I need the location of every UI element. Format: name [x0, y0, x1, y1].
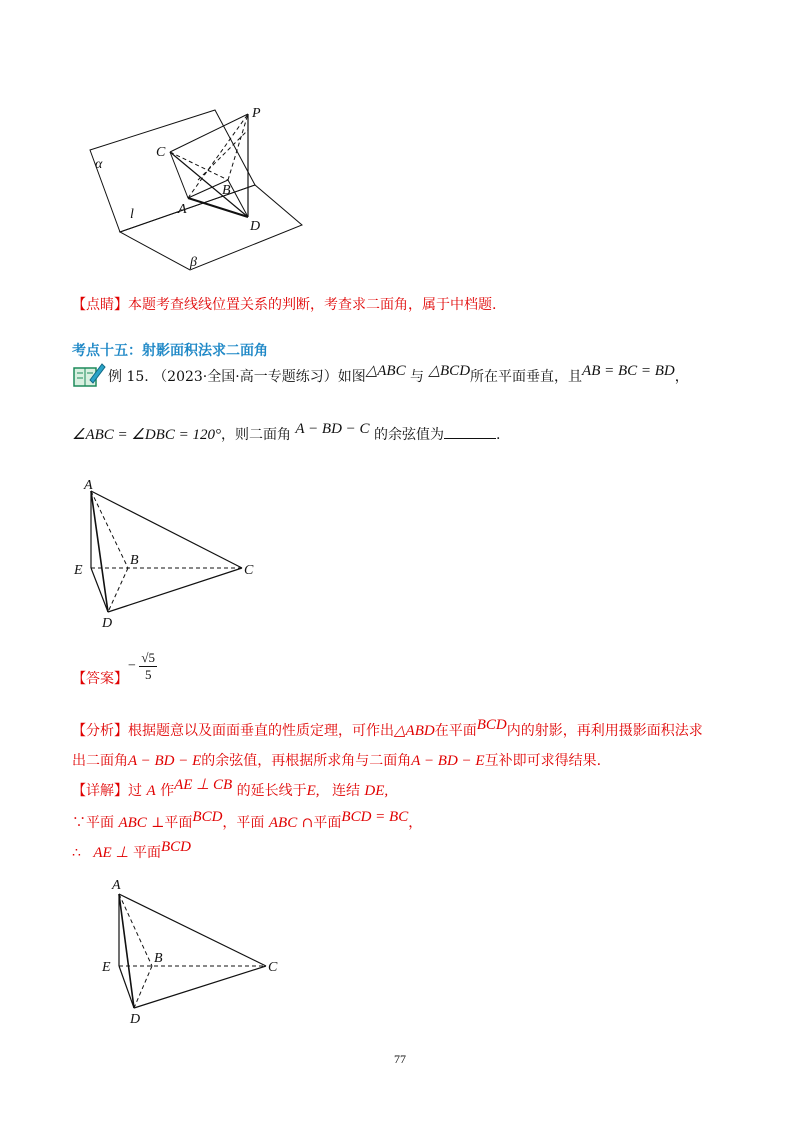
analysis-text-2b: A − BD − E [128, 753, 202, 769]
example-end: . [496, 427, 501, 443]
example-line2 [72, 421, 501, 444]
dianjing-tag: 【点睛】 [72, 297, 128, 313]
detail-text-3d: BCD [160, 839, 191, 855]
label-E: E [74, 563, 83, 578]
figure-planes-tetrahedron [80, 100, 320, 280]
detail-text-2b: ABC [118, 815, 147, 831]
label-D: D [130, 1012, 141, 1027]
analysis-text-1b: △ABD [394, 723, 435, 739]
detail-text-2e: ，平面 [222, 815, 265, 831]
dianjing-line [72, 296, 496, 314]
detail-text-3a: ∴ [72, 845, 81, 861]
detail-text-1c: 作 [160, 783, 175, 799]
analysis-text-1e: 内的射影，再利用摄影面积法求 [506, 723, 703, 739]
label-D: D [250, 219, 261, 234]
label-D: D [102, 616, 113, 631]
example-and: 与 [410, 369, 425, 385]
section-title: 考点十五：射影面积法求二面角 [72, 343, 268, 359]
example-angles: ∠ABC = ∠DBC = 120° [72, 427, 221, 443]
example-comma: ， [674, 369, 689, 385]
plane-beta [120, 185, 302, 270]
example-then: ，则二面角 [220, 427, 291, 443]
label-A: A [178, 202, 187, 217]
detail-text-2c: ⊥平面 [151, 815, 193, 831]
example-source: （2023·全国·高一专题练习）如图 [153, 369, 366, 385]
label-B: B [222, 183, 231, 198]
label-C: C [244, 563, 254, 578]
detail-text-1b: A [146, 783, 156, 799]
detail-text-2d: BCD [192, 809, 223, 825]
example-mid: 所在平面垂直，且 [470, 369, 583, 385]
detail-tag: 【详解】 [72, 783, 128, 799]
example-label: 例 15. [108, 369, 149, 385]
analysis-text-1a: 根据题意以及面面垂直的性质定理，可作出 [128, 723, 394, 739]
answer-value [128, 650, 157, 683]
analysis-tag: 【分析】 [72, 723, 128, 739]
detail-text-1g: 连结 [331, 783, 360, 799]
answer-fraction [139, 650, 157, 683]
example-tri1: △ABC [365, 363, 406, 379]
detail-text-2g: ∩平面 [301, 815, 342, 831]
detail-text-1a: 过 [128, 783, 142, 799]
detail-text-2a: ∵平面 [72, 815, 114, 831]
analysis-text-2c: 的余弦值，再根据所求角与二面角 [201, 753, 412, 769]
notebook-pencil-icon [72, 360, 106, 390]
detail-text-3b: AE ⊥ [93, 845, 129, 861]
label-C: C [268, 960, 278, 975]
answer-denominator: 5 [144, 667, 152, 682]
label-C: C [156, 145, 166, 160]
example-tri2: △BCD [428, 363, 471, 379]
detail-text-1f: E, [306, 783, 320, 799]
detail-text-2i: ， [408, 815, 423, 831]
label-P: P [252, 106, 261, 121]
label-beta: β [190, 255, 197, 270]
detail-line2 [72, 809, 423, 832]
analysis-line2 [72, 752, 601, 770]
answer-numerator: √5 [141, 650, 156, 665]
detail-text-1h: DE, [364, 783, 389, 799]
analysis-line1 [72, 717, 703, 740]
analysis-text-2e: 互补即可求得结果. [484, 753, 602, 769]
figure-pyramid-2 [100, 872, 300, 1032]
label-alpha: α [95, 157, 103, 172]
detail-line3 [72, 839, 191, 862]
detail-text-2h: BCD = BC [341, 809, 409, 825]
analysis-text-2a: 出二面角 [72, 753, 128, 769]
page-number: 77 [394, 1052, 406, 1066]
analysis-text-2d: A − BD − E [411, 753, 485, 769]
label-A: A [84, 478, 93, 493]
example-eq: AB = BC = BD [582, 363, 675, 379]
detail-line1 [72, 777, 389, 800]
label-A: A [112, 878, 121, 893]
answer-line [72, 670, 128, 688]
answer-tag: 【答案】 [72, 671, 128, 687]
analysis-text-1d: BCD [476, 717, 507, 733]
label-B: B [130, 553, 139, 568]
label-E: E [102, 960, 111, 975]
answer-sign: − [128, 658, 136, 674]
figure-pyramid-1 [72, 476, 272, 636]
label-B: B [154, 951, 163, 966]
detail-text-3c: 平面 [132, 845, 161, 861]
analysis-text-1c: 在平面 [434, 723, 477, 739]
detail-text-1e: 的延长线于 [236, 783, 307, 799]
detail-text-2f: ABC [268, 815, 298, 831]
example-dihedral: A − BD − C [295, 421, 370, 437]
example-line1 [108, 363, 689, 386]
dianjing-text: 本题考查线线位置关系的判断，考查求二面角，属于中档题. [128, 297, 497, 313]
detail-text-1d: AE ⊥ CB [174, 777, 233, 793]
label-l: l [130, 207, 134, 222]
answer-blank [444, 424, 496, 439]
example-ask: 的余弦值为 [374, 427, 445, 443]
